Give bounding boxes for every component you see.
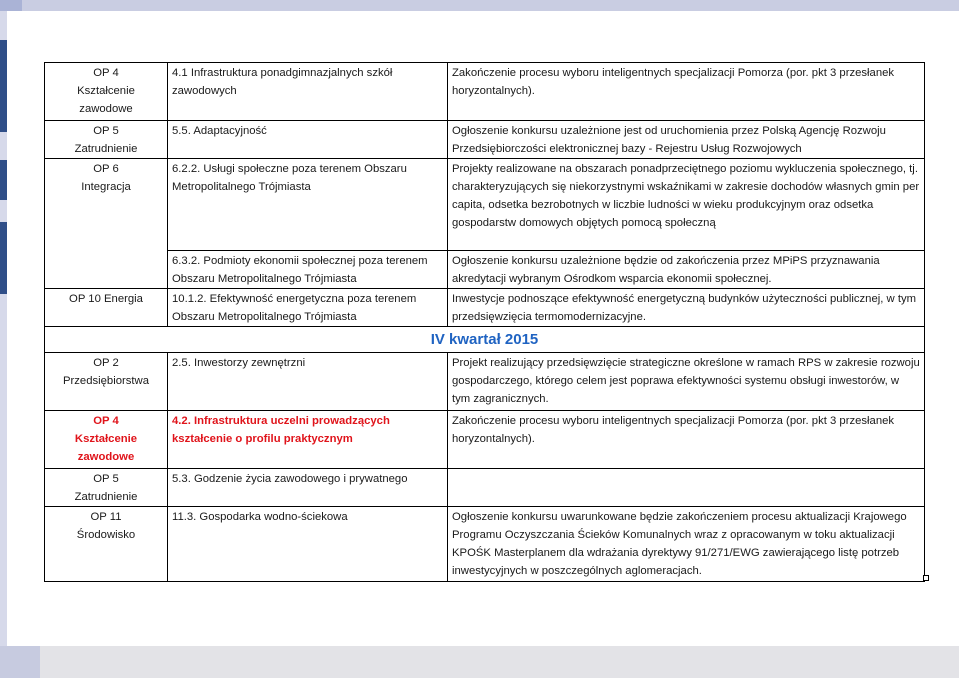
op-cell — [45, 159, 168, 289]
section-heading: IV kwartał 2015 — [45, 327, 925, 353]
op-cell — [45, 289, 168, 327]
op-line: Środowisko — [76, 529, 136, 541]
measure-cell: 10.1.2. Efektywność energetyczna poza terenem Obszaru Metropolitalnego Trójmiasta — [168, 289, 448, 327]
note-cell: Zakończenie procesu wyboru inteligentnych specjalizacji Pomorza (por. pkt 3 przesłanek horyzontalnych). — [448, 411, 925, 469]
op-line: OP 4 — [93, 415, 119, 427]
note-cell: Ogłoszenie konkursu uwarunkowane będzie zakończeniem procesu aktualizacji Krajowego Programu Oczyszczania Ścieków Komunalnych wraz z opracowanym w toku aktualizacji KPOŚK Masterplanem dla wdrażania dyrektywy 91/271/EWG zawierającego listę potrzeb inwestycyjnych w poszczególnych aglomeracjach. — [448, 507, 925, 582]
op-line: Kształcenie — [77, 85, 135, 97]
measure-cell: 5.3. Godzenie życia zawodowego i prywatnego — [168, 469, 448, 507]
op-line: Zatrudnienie — [74, 491, 138, 503]
op-cell — [45, 63, 168, 121]
op-cell — [45, 121, 168, 159]
op-cell — [45, 469, 168, 507]
measure-cell: 11.3. Gospodarka wodno-ściekowa — [168, 507, 448, 582]
op-line: OP 10 Energia — [69, 293, 143, 305]
table-row — [45, 353, 925, 411]
op-cell — [45, 411, 168, 469]
op-line: Przedsiębiorstwa — [62, 375, 150, 387]
op-line: Zatrudnienie — [74, 143, 138, 155]
op-line: Kształcenie — [74, 433, 138, 445]
measure-cell: 2.5. Inwestorzy zewnętrzni — [168, 353, 448, 411]
measure-cell: 6.2.2. Usługi społeczne poza terenem Obszaru Metropolitalnego Trójmiasta — [168, 159, 448, 251]
note-cell: Ogłoszenie konkursu uzależnione będzie od zakończenia przez MPiPS przyznawania akredytacji wybranym Ośrodkom wsparcia ekonomii społecznej. — [448, 251, 925, 289]
resize-handle — [923, 575, 929, 581]
op-line: OP 4 — [93, 67, 119, 79]
table-row — [45, 63, 925, 121]
table-row — [45, 121, 925, 159]
table-row — [45, 251, 925, 289]
measure-cell: 6.3.2. Podmioty ekonomii społecznej poza terenem Obszaru Metropolitalnego Trójmiasta — [168, 251, 448, 289]
op-line: zawodowe — [77, 451, 135, 463]
slide-top-accent — [0, 0, 22, 11]
table-row — [45, 289, 925, 327]
measure-cell: 4.2. Infrastruktura uczelni prowadzących kształcenie o profilu praktycznym — [168, 411, 448, 469]
schedule-table — [44, 62, 925, 582]
op-cell — [45, 353, 168, 411]
op-line: OP 6 — [93, 163, 119, 175]
slide-top-bar — [0, 0, 959, 11]
note-cell — [448, 469, 925, 507]
op-line: OP 11 — [90, 511, 122, 523]
slide-bottom-bar — [0, 646, 959, 678]
table-row — [45, 469, 925, 507]
measure-cell: 4.1 Infrastruktura ponadgimnazjalnych szkół zawodowych — [168, 63, 448, 121]
section-heading-row — [45, 327, 925, 353]
table-row-highlighted — [45, 411, 925, 469]
note-cell: Projekt realizujący przedsięwzięcie strategiczne określone w ramach RPS w zakresie rozwoju gospodarczego, którego celem jest poprawa efektywności systemu obsługi inwestorów, w tym zagranicznych. — [448, 353, 925, 411]
slide-bottom-block — [0, 646, 40, 678]
op-line: Integracja — [81, 181, 131, 193]
table-row — [45, 507, 925, 582]
op-cell — [45, 507, 168, 582]
note-cell: Ogłoszenie konkursu uzależnione jest od uruchomienia przez Polską Agencję Rozwoju Przedsiębiorczości elektronicznej bazy - Rejestru Usług Rozwojowych — [448, 121, 925, 159]
note-cell: Zakończenie procesu wyboru inteligentnych specjalizacji Pomorza (por. pkt 3 przesłanek horyzontalnych). — [448, 63, 925, 121]
op-line: OP 5 — [93, 473, 119, 485]
op-line: OP 2 — [93, 357, 119, 369]
measure-cell: 5.5. Adaptacyjność — [168, 121, 448, 159]
table-row — [45, 159, 925, 251]
note-cell: Projekty realizowane na obszarach ponadprzeciętnego poziomu wykluczenia społecznego, tj. charakteryzujących się niekorzystnymi wskaźnikami w zakresie dochodów własnych gmin per capita, odsetka bezrobotnych w liczbie ludności w wieku produkcyjnym oraz odsetka gospodarstw domowych objętych pomocą społeczną — [448, 159, 925, 251]
note-cell: Inwestycje podnoszące efektywność energetyczną budynków użyteczności publicznej, w tym przedsięwzięcia termomodernizacyjne. — [448, 289, 925, 327]
op-line: OP 5 — [93, 125, 119, 137]
slide-left-mark — [0, 160, 7, 200]
op-line: zawodowe — [79, 103, 133, 115]
slide-left-mark — [0, 222, 7, 294]
slide-left-mark — [0, 40, 7, 132]
